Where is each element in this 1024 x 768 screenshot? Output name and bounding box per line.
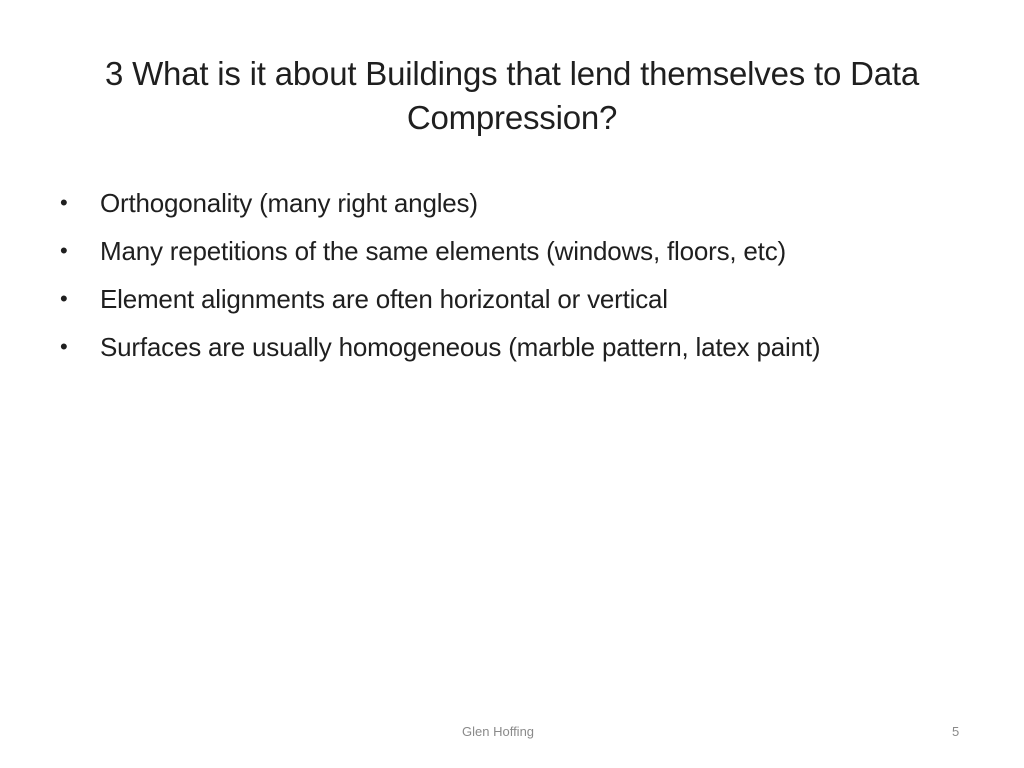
bullet-item (60, 327, 960, 367)
bullet-icon: • (60, 286, 68, 311)
bullet-text: Surfaces are usually homogeneous (marble pattern, latex paint) (100, 332, 821, 362)
bullet-item (60, 231, 960, 271)
bullet-item (60, 183, 960, 223)
footer-author: Glen Hoffing (462, 724, 535, 739)
slide-title: 3 What is it about Buildings that lend themselves to Data Compression? (104, 55, 920, 136)
bullet-text: Many repetitions of the same elements (windows, floors, etc) (100, 236, 786, 266)
page-number: 5 (952, 724, 960, 739)
bullet-text: Orthogonality (many right angles) (100, 188, 478, 218)
bullet-icon: • (60, 190, 68, 215)
bullet-icon: • (60, 238, 68, 263)
bullet-item (60, 279, 960, 319)
bullet-text: Element alignments are often horizontal or vertical (100, 284, 668, 314)
bullet-icon: • (60, 334, 68, 359)
bullet-list (60, 183, 960, 375)
